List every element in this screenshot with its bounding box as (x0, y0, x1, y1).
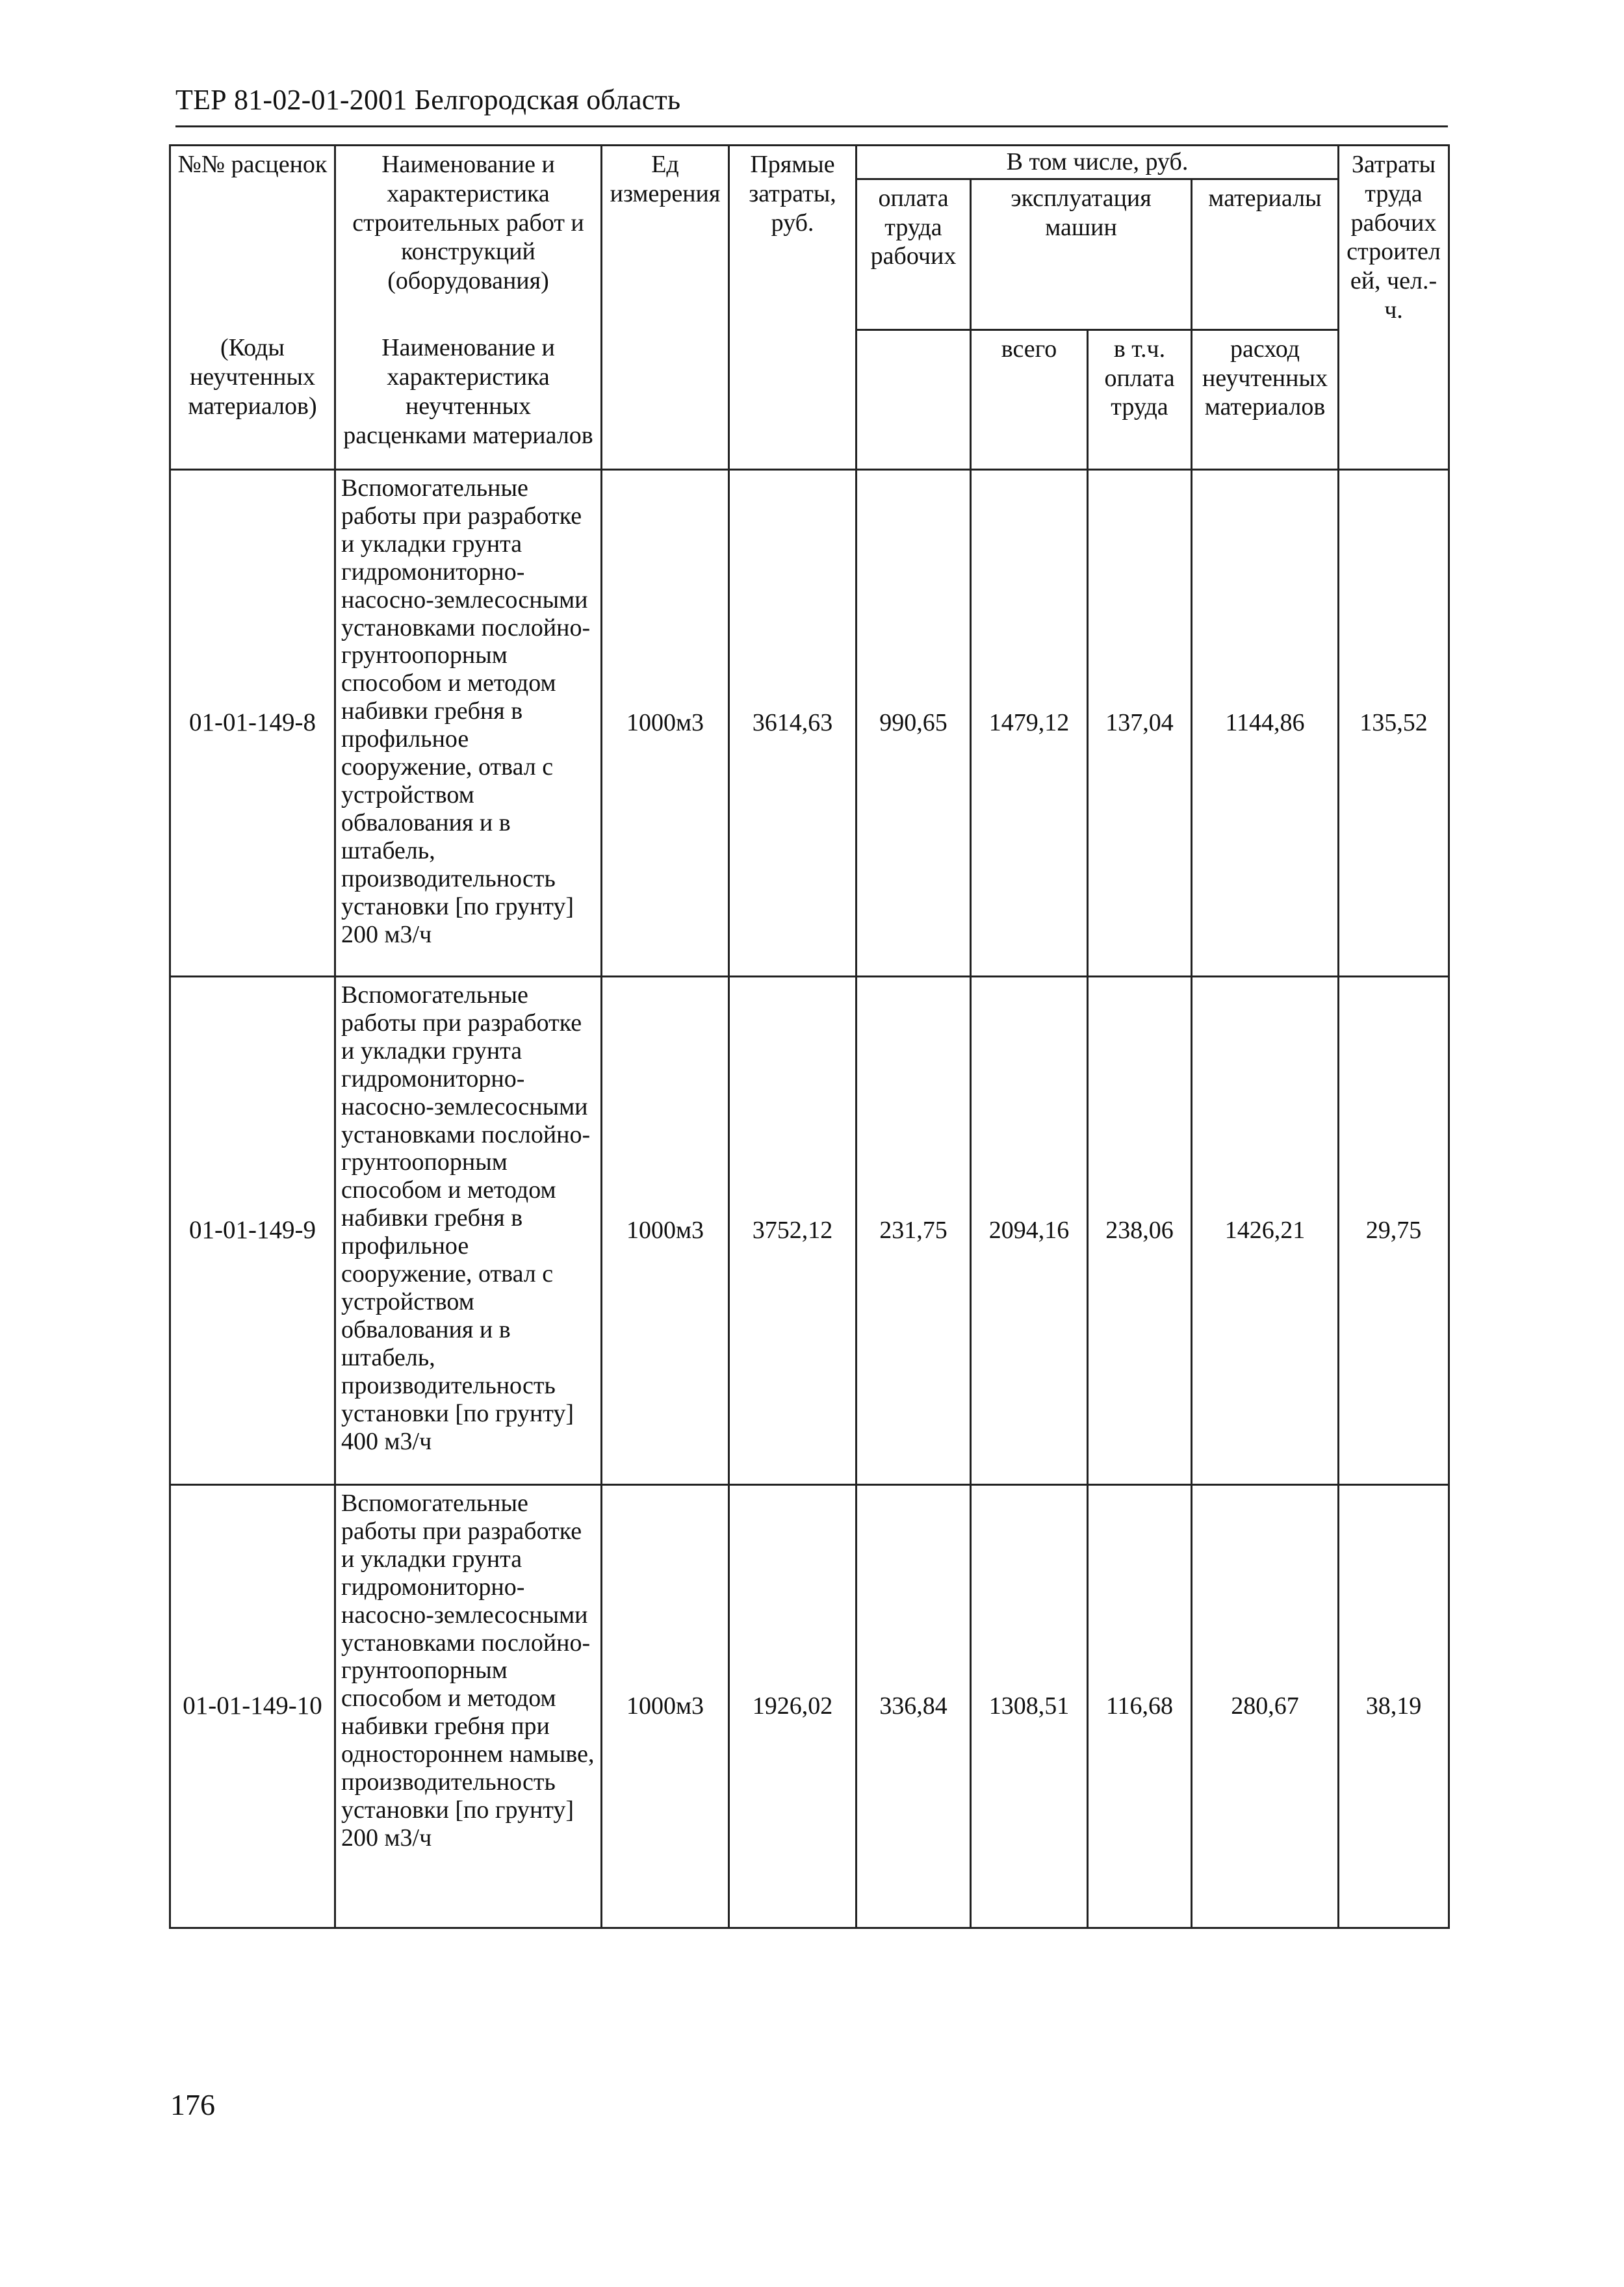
rate-machines-total: 2094,16 (971, 976, 1088, 1484)
rate-code: 01-01-149-10 (170, 1484, 335, 1928)
rates-table (169, 144, 1450, 1929)
rate-materials: 1426,21 (1192, 976, 1339, 1484)
rate-unit: 1000м3 (602, 976, 729, 1484)
rate-unit: 1000м3 (602, 469, 729, 976)
rate-direct: 3614,63 (729, 469, 857, 976)
header-unit: Ед измерения (602, 146, 729, 470)
rate-unit: 1000м3 (602, 1484, 729, 1928)
header-rate-no: №№ расценок (170, 146, 335, 330)
rate-name: Вспомогательные работы при разработке и укладки грунта гидромониторно-насосно-землесосными установками послойно-грунтоопорным способом и методом набивки гребня при одностороннем намыве, производительность установки [по грунту] 200 м3/ч (335, 1484, 602, 1928)
rate-labor: 231,75 (857, 976, 971, 1484)
rate-machines-total: 1308,51 (971, 1484, 1088, 1928)
page-number: 176 (170, 2088, 215, 2121)
rate-machines-labor: 137,04 (1088, 469, 1192, 976)
rate-machines-total: 1479,12 (971, 469, 1088, 976)
rate-materials: 280,67 (1192, 1484, 1339, 1928)
rate-machines-labor: 116,68 (1088, 1484, 1192, 1928)
rate-labor: 990,65 (857, 469, 971, 976)
rate-code: 01-01-149-9 (170, 976, 335, 1484)
header-machines: эксплуатация машин (971, 179, 1192, 329)
rate-direct: 3752,12 (729, 976, 857, 1484)
header-direct-costs: Прямые затраты, руб. (729, 146, 857, 470)
header-materials: материалы (1192, 179, 1339, 329)
header-name-unaccounted: Наименование и характеристика неучтенных расценками материалов (335, 329, 602, 469)
table-row (170, 469, 1449, 976)
header-machines-labor: в т.ч. оплата труда (1088, 329, 1192, 469)
table-row (170, 1484, 1449, 1928)
rate-code: 01-01-149-8 (170, 469, 335, 976)
rate-labor-costs: 135,52 (1339, 469, 1449, 976)
header-labor-pay-blank (857, 329, 971, 469)
header-unaccounted-consumption: расход неучтенных материалов (1192, 329, 1339, 469)
header-name: Наименование и характеристика строительных работ и конструкций (оборудования) (335, 146, 602, 330)
rate-materials: 1144,86 (1192, 469, 1339, 976)
header-machines-total: всего (971, 329, 1088, 469)
rate-machines-labor: 238,06 (1088, 976, 1192, 1484)
header-labor-costs: Затраты труда рабочих строителей, чел.-ч. (1339, 146, 1449, 470)
rate-direct: 1926,02 (729, 1484, 857, 1928)
rate-labor: 336,84 (857, 1484, 971, 1928)
header-rule (175, 125, 1448, 127)
header-codes: (Коды неучтенных материалов) (170, 329, 335, 469)
rate-name: Вспомогательные работы при разработке и укладки грунта гидромониторно-насосно-землесосными установками послойно-грунтоопорным способом и методом набивки гребня в профильное сооружение, отвал с устройством обвалования и в штабель, производительность установки [по грунту] 200 м3/ч (335, 469, 602, 976)
header-labor-pay: оплата труда рабочих (857, 179, 971, 329)
rate-labor-costs: 38,19 (1339, 1484, 1449, 1928)
rate-name: Вспомогательные работы при разработке и укладки грунта гидромониторно-насосно-землесосными установками послойно-грунтоопорным способом и методом набивки гребня в профильное сооружение, отвал с устройством обвалования и в штабель, производительность установки [по грунту] 400 м3/ч (335, 976, 602, 1484)
table-row (170, 976, 1449, 1484)
header-row-1 (170, 146, 1449, 179)
rate-labor-costs: 29,75 (1339, 976, 1449, 1484)
document-header: ТЕР 81-02-01-2001 Белгородская область (175, 84, 681, 116)
header-including: В том числе, руб. (857, 146, 1339, 179)
